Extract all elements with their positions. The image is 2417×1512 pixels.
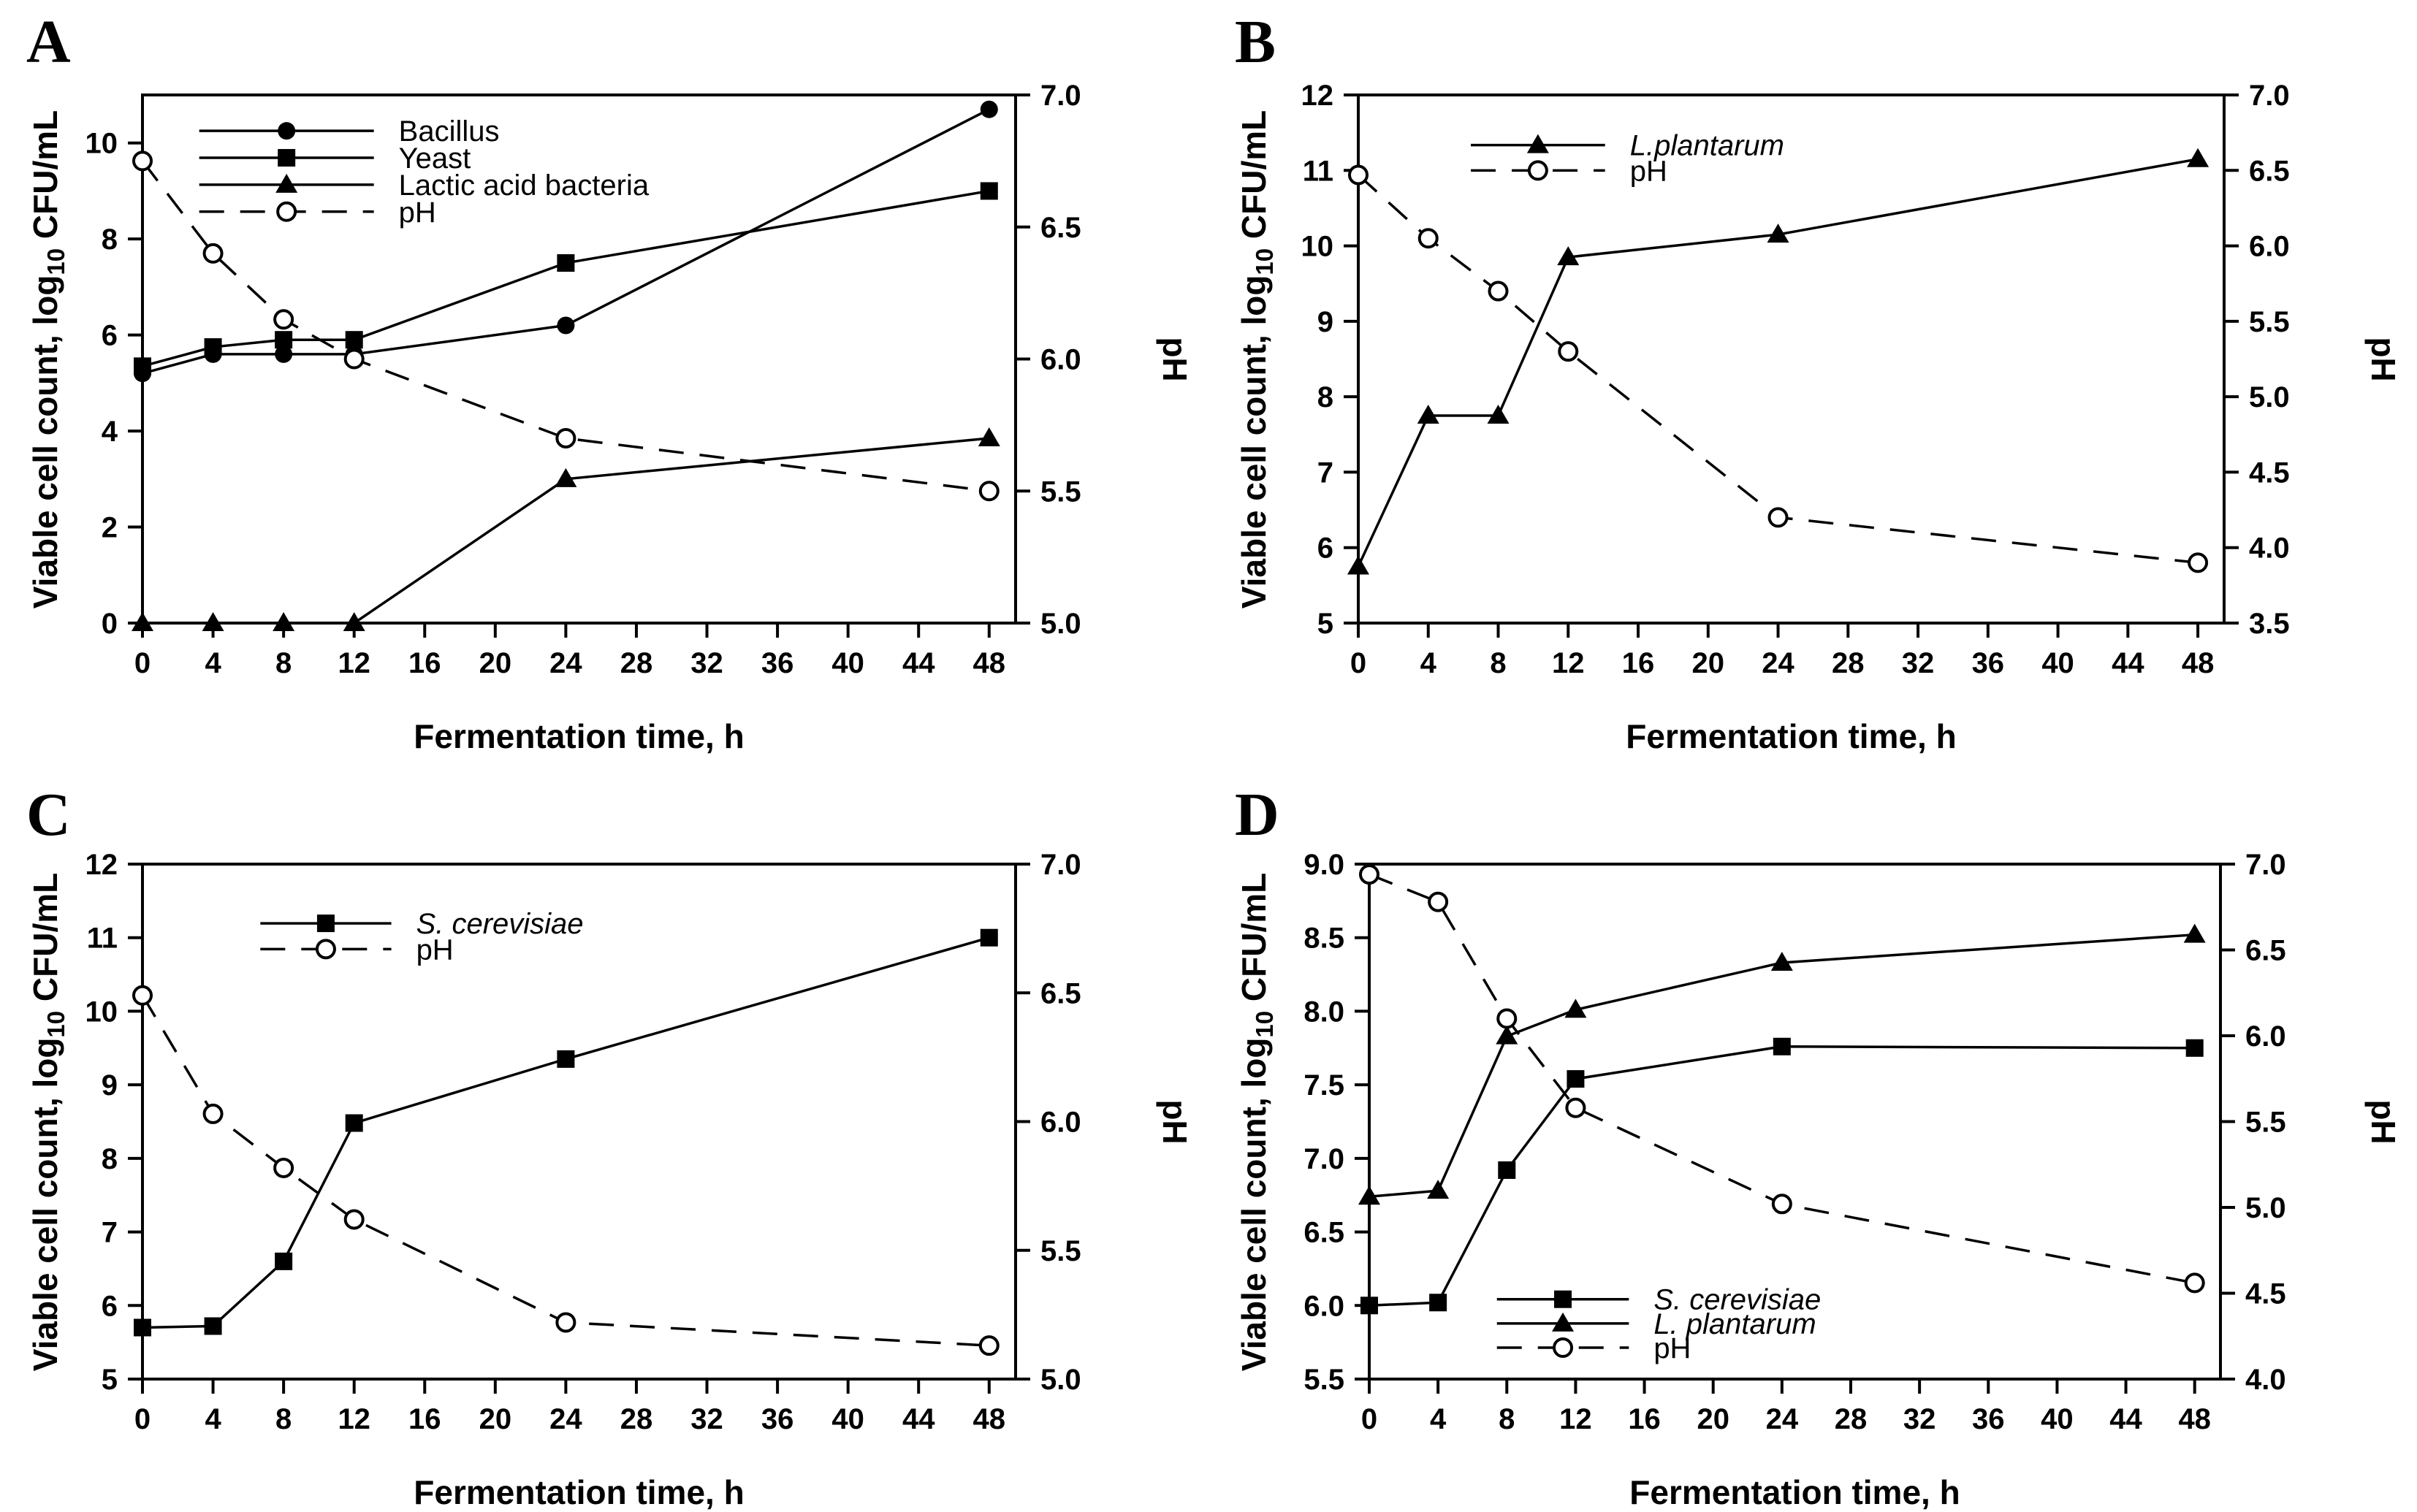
tick-label: 48 xyxy=(2178,1403,2211,1435)
tick-label: 12 xyxy=(85,849,118,881)
series-line xyxy=(142,438,989,623)
marker-circle-open xyxy=(346,351,363,368)
tick-label: 36 xyxy=(1971,647,2005,679)
marker-circle-open xyxy=(346,1210,363,1228)
tick-label: 20 xyxy=(1697,1403,1729,1435)
marker-circle-open xyxy=(205,245,222,262)
plot-frame xyxy=(1358,95,2224,623)
marker-circle-filled xyxy=(981,101,998,118)
tick-label: 40 xyxy=(831,647,864,679)
marker-circle-open xyxy=(134,152,151,169)
tick-label: 36 xyxy=(761,647,794,679)
tick-label: 5 xyxy=(101,1364,118,1396)
legend-label: L.plantarum xyxy=(1629,129,1784,162)
y-axis-label-right: pH xyxy=(2364,1099,2402,1145)
legend-label: pH xyxy=(416,933,454,966)
panel-d-label: D xyxy=(1235,781,1280,849)
marker-circle-open xyxy=(317,940,335,958)
series-line xyxy=(1358,159,2198,567)
marker-square-filled xyxy=(1429,1294,1447,1311)
tick-label: 12 xyxy=(338,647,370,679)
chart-b xyxy=(1208,0,2417,736)
marker-triangle-filled xyxy=(1527,134,1549,153)
marker-circle-open xyxy=(275,1159,292,1177)
tick-label: 6.0 xyxy=(1040,1106,1081,1139)
marker-triangle-filled xyxy=(978,427,1000,446)
marker-square-filled xyxy=(981,929,998,947)
marker-square-filled xyxy=(278,149,295,167)
legend xyxy=(1497,1284,1822,1364)
marker-circle-open xyxy=(1490,283,1507,300)
legend-label: L. plantarum xyxy=(1653,1307,1816,1340)
tick-label: 48 xyxy=(972,1403,1006,1435)
tick-label: 4.5 xyxy=(2249,457,2290,489)
y-axis-label-left: Viable cell count, $\log_{10} CFU/mL$ xyxy=(26,872,69,1371)
marker-square-filled xyxy=(1360,1297,1378,1314)
marker-circle-open xyxy=(557,429,574,447)
tick-label: 7.0 xyxy=(2249,80,2290,112)
tick-label: 16 xyxy=(408,1403,441,1435)
marker-circle-filled xyxy=(557,316,574,334)
tick-label: 32 xyxy=(690,647,723,679)
chart-a xyxy=(0,0,1208,736)
plot-frame xyxy=(142,864,1016,1379)
marker-circle-open xyxy=(981,1337,998,1354)
tick-label: 48 xyxy=(2181,647,2215,679)
marker-circle-filled xyxy=(278,122,295,140)
tick-label: 0 xyxy=(101,608,118,640)
tick-label: 7.0 xyxy=(1303,1142,1344,1175)
tick-label: 40 xyxy=(2041,1403,2074,1435)
tick-label: 7.0 xyxy=(1040,849,1081,881)
tick-label: 12 xyxy=(1552,647,1585,679)
tick-label: 44 xyxy=(2112,647,2144,679)
tick-label: 32 xyxy=(1901,647,1935,679)
legend-label: pH xyxy=(398,196,436,229)
tick-label: 20 xyxy=(1691,647,1725,679)
marker-circle-open xyxy=(134,987,151,1004)
tick-label: 6.0 xyxy=(1303,1290,1344,1323)
series-line xyxy=(1369,874,2195,1283)
tick-label: 0 xyxy=(1350,647,1367,679)
tick-label: 16 xyxy=(1628,1403,1661,1435)
panel-c xyxy=(0,736,1208,1511)
tick-label: 5.0 xyxy=(1040,1364,1081,1396)
tick-label: 2 xyxy=(101,511,118,544)
tick-label: 24 xyxy=(549,1403,582,1435)
y-axis-label-left: Viable cell count, $\log_{10} CFU/mL$ xyxy=(1235,110,1278,608)
tick-label: 10 xyxy=(85,996,118,1028)
panel-b xyxy=(1208,0,2417,755)
tick-label: 12 xyxy=(338,1403,370,1435)
tick-label: 4 xyxy=(205,1403,221,1435)
legend-label: S. cerevisiae xyxy=(416,908,584,941)
tick-label: 4 xyxy=(1420,647,1436,679)
axes xyxy=(1303,849,2285,1435)
series-line xyxy=(1369,935,2195,1197)
tick-label: 4 xyxy=(1430,1403,1447,1435)
tick-label: 7 xyxy=(1317,457,1333,489)
tick-label: 28 xyxy=(620,1403,653,1435)
tick-label: 28 xyxy=(1834,1403,1868,1435)
tick-label: 7.0 xyxy=(2245,849,2286,881)
tick-label: 40 xyxy=(2041,647,2074,679)
tick-label: 4.0 xyxy=(2245,1364,2286,1396)
marker-triangle-filled xyxy=(1488,405,1510,424)
tick-label: 32 xyxy=(690,1403,723,1435)
marker-circle-open xyxy=(1529,161,1547,179)
legend-label: pH xyxy=(1629,155,1667,188)
tick-label: 0 xyxy=(134,1403,151,1435)
tick-label: 6 xyxy=(1317,532,1333,565)
legend-label: S. cerevisiae xyxy=(1653,1283,1822,1316)
tick-label: 5.5 xyxy=(1303,1364,1344,1396)
tick-label: 6.5 xyxy=(2249,155,2290,188)
marker-circle-open xyxy=(2189,554,2207,571)
tick-label: 8 xyxy=(1499,1403,1515,1435)
tick-label: 28 xyxy=(1832,647,1865,679)
tick-label: 8 xyxy=(1490,647,1507,679)
tick-label: 48 xyxy=(972,647,1006,679)
y-axis-label-left: Viable cell count, $\log_{10} CFU/mL$ xyxy=(1235,872,1278,1371)
marker-triangle-filled xyxy=(1347,556,1369,575)
marker-circle-open xyxy=(1498,1010,1515,1028)
tick-label: 36 xyxy=(761,1403,794,1435)
tick-label: 44 xyxy=(902,1403,935,1435)
marker-circle-open xyxy=(278,203,295,221)
series-line xyxy=(142,996,989,1345)
tick-label: 6.5 xyxy=(1040,211,1081,244)
marker-circle-open xyxy=(981,482,998,500)
tick-label: 8.5 xyxy=(1303,922,1344,955)
legend-label: Yeast xyxy=(398,142,471,175)
marker-circle-open xyxy=(1770,508,1787,526)
y-axis-label-right: pH xyxy=(1156,1099,1194,1145)
tick-label: 8 xyxy=(101,224,118,256)
marker-triangle-filled xyxy=(275,174,297,193)
x-axis-label: Fermentation time, h xyxy=(1626,717,1957,755)
tick-label: 6.5 xyxy=(2245,934,2286,967)
tick-label: 0 xyxy=(134,647,151,679)
marker-triangle-filled xyxy=(2187,148,2209,167)
marker-circle-open xyxy=(557,1313,574,1331)
marker-square-filled xyxy=(346,1115,363,1132)
panel-a-label: A xyxy=(26,8,72,76)
tick-label: 28 xyxy=(620,647,653,679)
tick-label: 4.0 xyxy=(2249,532,2290,565)
tick-label: 5.0 xyxy=(2245,1192,2286,1224)
legend-label: pH xyxy=(1653,1332,1691,1364)
tick-label: 5.5 xyxy=(2245,1106,2286,1139)
tick-label: 40 xyxy=(831,1403,864,1435)
tick-label: 5.0 xyxy=(2249,381,2290,414)
tick-label: 44 xyxy=(902,647,935,679)
marker-square-filled xyxy=(275,331,292,348)
tick-label: 9 xyxy=(101,1069,118,1102)
marker-circle-open xyxy=(275,310,292,328)
tick-label: 9.0 xyxy=(1303,849,1344,881)
legend-label: Bacillus xyxy=(398,115,500,148)
tick-label: 24 xyxy=(1762,647,1794,679)
tick-label: 9 xyxy=(1317,305,1333,338)
marker-circle-open xyxy=(1554,1339,1572,1356)
tick-label: 24 xyxy=(1765,1403,1799,1435)
tick-label: 12 xyxy=(1559,1403,1592,1435)
tick-label: 10 xyxy=(85,127,118,160)
tick-label: 8 xyxy=(275,647,292,679)
marker-circle-open xyxy=(1350,166,1367,183)
series-line xyxy=(1369,1047,2195,1306)
marker-triangle-filled xyxy=(1417,405,1439,424)
tick-label: 0 xyxy=(1360,1403,1378,1435)
tick-label: 4 xyxy=(205,647,221,679)
series-bacillus xyxy=(134,101,998,382)
tick-label: 8 xyxy=(275,1403,292,1435)
series-line xyxy=(142,191,989,366)
marker-square-filled xyxy=(557,1050,574,1068)
tick-label: 3.5 xyxy=(2249,608,2290,640)
y-axis-label-right: pH xyxy=(1156,336,1194,382)
tick-label: 5 xyxy=(1317,608,1333,640)
tick-label: 7 xyxy=(101,1216,118,1249)
marker-square-filled xyxy=(205,338,222,356)
tick-label: 5.5 xyxy=(2249,305,2290,338)
tick-label: 6 xyxy=(101,1290,118,1323)
tick-label: 12 xyxy=(1301,80,1333,112)
marker-square-filled xyxy=(1498,1161,1515,1179)
marker-square-filled xyxy=(205,1317,222,1335)
marker-triangle-filled xyxy=(2184,924,2206,943)
tick-label: 6.5 xyxy=(1040,977,1081,1010)
legend-label: Lactic acid bacteria xyxy=(398,169,650,202)
tick-label: 6.0 xyxy=(1040,343,1081,376)
marker-square-filled xyxy=(557,254,574,272)
marker-square-filled xyxy=(2186,1039,2204,1057)
panel-c-label: C xyxy=(26,781,72,849)
tick-label: 5.5 xyxy=(1040,476,1081,508)
tick-label: 6.0 xyxy=(2249,230,2290,263)
y-axis-label-right: pH xyxy=(2364,336,2402,382)
tick-label: 4.5 xyxy=(2245,1278,2286,1310)
x-axis-label: Fermentation time, h xyxy=(1629,1473,1960,1511)
series-line xyxy=(142,938,989,1328)
marker-square-filled xyxy=(317,915,335,932)
marker-square-filled xyxy=(134,357,151,375)
series-s-cerevisiae xyxy=(134,929,998,1337)
marker-square-filled xyxy=(134,1319,151,1337)
marker-circle-open xyxy=(2186,1274,2204,1291)
tick-label: 10 xyxy=(1301,230,1333,263)
marker-square-filled xyxy=(275,1253,292,1270)
chart-d xyxy=(1208,736,2417,1473)
tick-label: 32 xyxy=(1903,1403,1936,1435)
legend xyxy=(1471,130,1784,188)
tick-label: 24 xyxy=(549,647,582,679)
marker-square-filled xyxy=(1554,1291,1572,1308)
tick-label: 16 xyxy=(1621,647,1655,679)
tick-label: 6 xyxy=(101,319,118,352)
legend xyxy=(199,115,650,229)
tick-label: 5.0 xyxy=(1040,608,1081,640)
tick-label: 20 xyxy=(479,1403,512,1435)
tick-label: 8.0 xyxy=(1303,996,1344,1028)
panel-d xyxy=(1208,736,2417,1511)
panel-a xyxy=(0,0,1208,755)
marker-square-filled xyxy=(1567,1070,1584,1088)
tick-label: 8 xyxy=(101,1142,118,1175)
marker-circle-open xyxy=(205,1105,222,1123)
marker-circle-open xyxy=(1360,866,1378,883)
series-ph xyxy=(134,987,998,1354)
tick-label: 20 xyxy=(479,647,512,679)
chart-c xyxy=(0,736,1208,1473)
marker-circle-open xyxy=(1567,1099,1584,1117)
tick-label: 44 xyxy=(2109,1403,2142,1435)
marker-circle-open xyxy=(1559,343,1577,360)
series-lactic-acid-bacteria xyxy=(132,427,1000,631)
marker-square-filled xyxy=(1773,1038,1791,1055)
marker-circle-open xyxy=(1429,893,1447,911)
marker-circle-open xyxy=(1773,1195,1791,1213)
tick-label: 4 xyxy=(101,416,118,448)
tick-label: 8 xyxy=(1317,381,1333,414)
tick-label: 6.0 xyxy=(2245,1020,2286,1053)
panel-b-label: B xyxy=(1235,8,1277,76)
series-l-plantarum xyxy=(1358,924,2206,1205)
tick-label: 7.5 xyxy=(1303,1069,1344,1102)
marker-square-filled xyxy=(346,331,363,348)
legend xyxy=(260,908,583,966)
y-axis-label-left: Viable cell count, $\log_{10} CFU/mL$ xyxy=(26,110,69,608)
tick-label: 6.5 xyxy=(1303,1216,1344,1249)
tick-label: 11 xyxy=(86,922,118,955)
tick-label: 36 xyxy=(1972,1403,2005,1435)
marker-square-filled xyxy=(981,182,998,199)
x-axis-label: Fermentation time, h xyxy=(414,717,745,755)
marker-circle-open xyxy=(1420,229,1437,247)
tick-label: 16 xyxy=(408,647,441,679)
tick-label: 5.5 xyxy=(1040,1234,1081,1267)
tick-label: 7.0 xyxy=(1040,80,1081,112)
marker-triangle-filled xyxy=(1552,1313,1574,1332)
tick-label: 11 xyxy=(1302,155,1333,188)
x-axis-label: Fermentation time, h xyxy=(414,1473,745,1511)
marker-triangle-filled xyxy=(1427,1180,1449,1199)
